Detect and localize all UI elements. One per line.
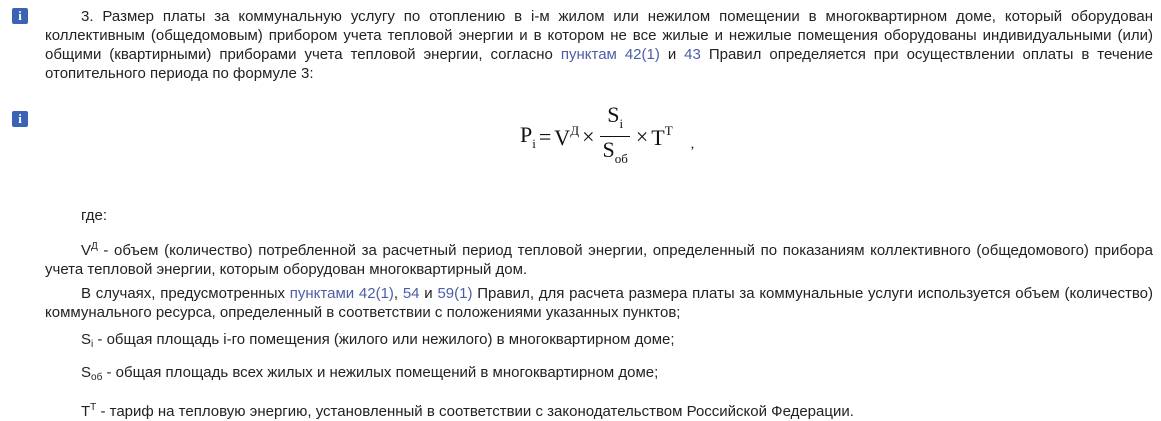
link-point-54[interactable]: 54 (402, 285, 420, 302)
symbol-v: $V^Д$ (81, 241, 98, 259)
paragraph-text: Правил, для расчета размера платы за коммунальные услуги используется объем (количество) коммунального ресурса, определенный в соответствии с положениями указанных пунктов; (45, 285, 1154, 321)
definition-text: - общая площадь всех жилых и нежилых помещений в многоквартирном доме; (106, 364, 659, 381)
definition-sob (81, 363, 658, 387)
paragraph-text: 3. Размер платы за коммунальную услугу по отоплению в i-м жилом или нежилом помещении в многоквартирном доме, который оборудован коллективным (общедомовым) прибором учета тепловой энергии и в котором не все жилые и нежилые помещения оборудованы индивидуальными (или) общими (квартирными) приборами учета тепловой энергии, согласно (45, 8, 1153, 63)
formula-times: × (582, 124, 595, 149)
formula-T: $T^Т$ (651, 123, 673, 150)
link-points-42-1[interactable]: пунктам 42(1) (560, 46, 660, 63)
symbol-sob: $S_{об}$ (81, 364, 103, 383)
where-label: где: (81, 207, 108, 224)
definition-text: - тариф на тепловую энергию, установленный в соответствии с законодательством Российской Федерации. (100, 403, 854, 420)
formula-fraction (600, 103, 629, 172)
formula-equals: = (538, 124, 552, 149)
paragraph-text: и (424, 285, 433, 302)
fraction-denominator: $S_{об}$ (602, 136, 628, 166)
symbol-si: $S_i$ (81, 331, 94, 350)
link-point-43[interactable]: 43 (684, 46, 701, 63)
paragraph-text: и (667, 46, 677, 63)
definition-text: - объем (количество) потребленной за расчетный период тепловой энергии, определенный по показаниям коллективного (общедомового) прибора учета тепловой энергии, которым оборудован многоквартирный дом. (45, 242, 1153, 278)
definition-v (45, 237, 1153, 279)
formula-3 (520, 101, 695, 167)
separator: , (393, 285, 399, 302)
link-point-59-1[interactable]: 59(1) (437, 285, 473, 302)
info-icon[interactable]: i (12, 111, 28, 127)
paragraph-text: В случаях, предусмотренных (81, 285, 285, 302)
paragraph-text: Правил определяется при осуществлении оплаты в течение отопительного периода по формуле 3: (45, 46, 1154, 82)
formula-P: $P_i$ (520, 122, 536, 151)
paragraph-3 (45, 7, 1153, 83)
formula-V: $V^Д$ (554, 123, 580, 150)
definition-t (81, 398, 854, 421)
info-icon[interactable]: i (12, 8, 28, 24)
formula-comma: , (690, 137, 695, 152)
symbol-t: $T^Т$ (81, 402, 97, 420)
definition-text: - общая площадь i-го помещения (жилого или нежилого) в многоквартирном доме; (97, 331, 675, 348)
cases-paragraph (45, 284, 1153, 322)
link-points-42-1[interactable]: пунктами 42(1) (289, 285, 394, 302)
formula-times: × (635, 124, 649, 149)
fraction-numerator: $S_i$ (607, 101, 624, 131)
definition-si (81, 330, 675, 354)
